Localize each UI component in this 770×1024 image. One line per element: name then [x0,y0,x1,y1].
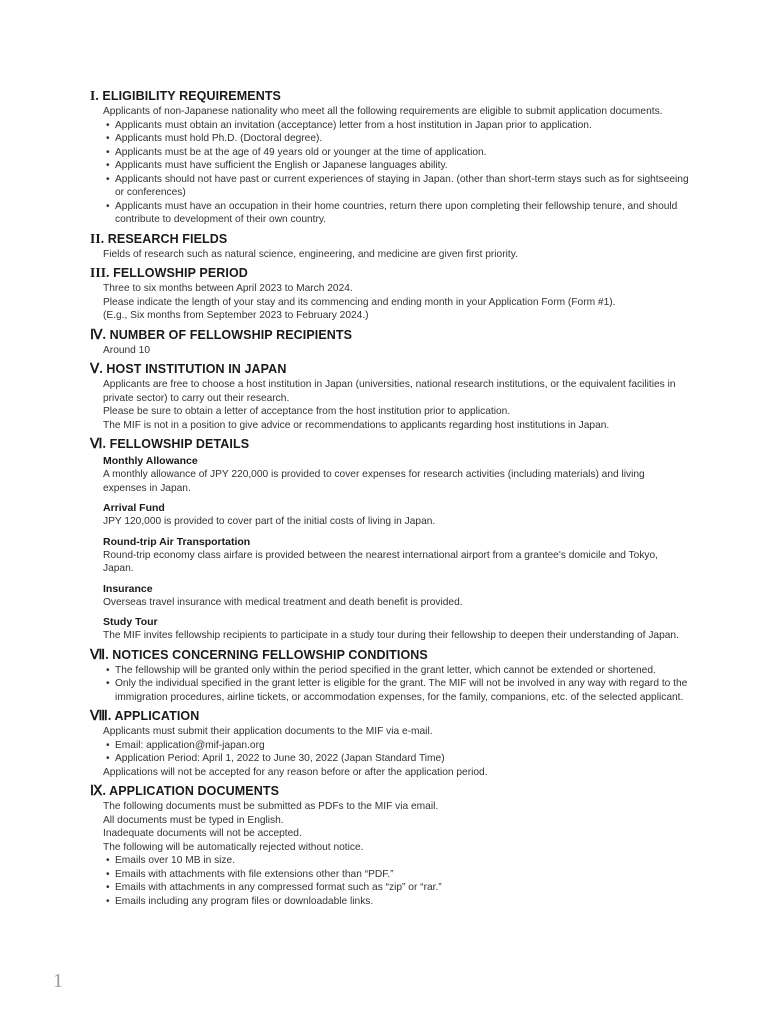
paragraph: The following will be automatically rejected without notice. [103,841,364,853]
list-item: • Application Period: April 1, 2022 to June 30, 2022 (Japan Standard Time) [103,752,690,766]
bullet-list [103,664,690,705]
paragraph: Overseas travel insurance with medical treatment and death benefit is provided. [103,596,463,608]
list-item: • Applicants must have sufficient the English or Japanese languages ability. [103,159,690,173]
document-page [90,88,690,912]
list-item: • Applicants must be at the age of 49 years old or younger at the time of application. [103,146,690,160]
paragraph: The MIF is not in a position to give advice or recommendations to applicants regarding host institutions in Japan. [103,419,610,431]
paragraph: Inadequate documents will not be accepted. [103,828,302,839]
bullet-list [103,119,690,227]
bullet-list [103,854,690,908]
list-item: • Emails with attachments with file extensions other than “PDF.” [103,868,690,882]
paragraph: All documents must be typed in English. [103,814,284,826]
section-heading: Ⅸ. APPLICATION DOCUMENTS [90,783,280,798]
section-notices [90,647,690,705]
paragraph: Applicants must submit their application documents to the MIF via e-mail. [103,726,433,737]
list-item: • Emails with attachments in any compressed format such as “zip” or “rar.” [103,881,690,895]
paragraph: Applicants are free to choose a host institution in Japan (universities, national research institutions, or the equivalent facilities in private sector) to carry out their research. [103,379,676,404]
bullet-list [103,739,690,766]
paragraph: Applications will not be accepted for any reason before or after the application period. [103,766,488,778]
list-item: • Applicants should not have past or current experiences of staying in Japan. (other than short-term stays such as for sightseeing or conferences) [103,173,690,200]
section-fellowship-period [90,265,690,323]
paragraph: A monthly allowance of JPY 220,000 is provided to cover expenses for research activities (including materials) and living expenses in Japan. [103,469,645,494]
section-heading: Ⅷ. APPLICATION [90,708,200,723]
subheading-arrival-fund: Arrival Fund [103,502,165,514]
paragraph: Around 10 [103,344,151,356]
section-heading: III. FELLOWSHIP PERIOD [90,265,248,280]
paragraph: Please be sure to obtain a letter of acceptance from the host institution prior to application. [103,406,511,417]
list-item: • Emails over 10 MB in size. [103,854,690,868]
section-heading: II. RESEARCH FIELDS [90,230,228,246]
section-research-fields [90,231,690,262]
paragraph: Applicants of non-Japanese nationality who meet all the following requirements are eligible to submit application documents. [103,106,663,117]
list-item: • The fellowship will be granted only within the period specified in the grant letter, which cannot be extended or shortened. [103,664,690,678]
subheading-air-transportation: Round-trip Air Transportation [103,535,251,548]
paragraph: Round-trip economy class airfare is provided between the nearest international airport from a grantee's domicile and Tokyo, Japan. [103,549,659,574]
section-number-of-recipients [90,327,690,358]
subheading-insurance: Insurance [103,582,153,595]
subheading-monthly-allowance: Monthly Allowance [103,455,198,467]
section-eligibility [90,88,690,227]
page-number: 1 [53,970,63,992]
list-item: • Email: application@mif-japan.org [103,739,690,753]
section-host-institution [90,361,690,432]
subheading-study-tour: Study Tour [103,616,158,628]
paragraph: The MIF invites fellowship recipients to participate in a study tour during their fellowship to deepen their understanding of Japan. [103,630,679,641]
section-heading: Ⅴ. HOST INSTITUTION IN JAPAN [90,361,287,376]
list-item: • Applicants must obtain an invitation (acceptance) letter from a host institution in Japan prior to application. [103,119,690,133]
section-fellowship-details [90,436,690,643]
list-item: • Only the individual specified in the grant letter is eligible for the grant. The MIF will not be involved in any way with regard to the immigration procedures, airline tickets, or accommodation expenses, for the family, companions, etc. of the selected applicant. [103,677,690,704]
section-heading: Ⅵ. FELLOWSHIP DETAILS [90,436,250,451]
list-item: • Emails including any program files or downloadable links. [103,895,690,909]
section-application-documents [90,783,690,908]
paragraph: Please indicate the length of your stay and its commencing and ending month in your Application Form (Form #1). [103,296,616,308]
paragraph: Three to six months between April 2023 to March 2024. [103,283,353,294]
list-item: • Applicants must have an occupation in their home countries, return there upon completing their fellowship tenure, and should contribute to development of their own country. [103,200,690,227]
paragraph: The following documents must be submitted as PDFs to the MIF via email. [103,801,439,812]
section-heading: I. ELIGIBILITY REQUIREMENTS [90,88,281,103]
paragraph: Fields of research such as natural science, engineering, and medicine are given first priority. [103,248,518,260]
section-application [90,708,690,779]
paragraph: JPY 120,000 is provided to cover part of the initial costs of living in Japan. [103,516,436,527]
section-heading: Ⅳ. NUMBER OF FELLOWSHIP RECIPIENTS [90,326,353,342]
paragraph: (E.g., Six months from September 2023 to February 2024.) [103,310,369,321]
section-heading: Ⅶ. NOTICES CONCERNING FELLOWSHIP CONDITIONS [90,646,428,662]
list-item: • Applicants must hold Ph.D. (Doctoral degree). [103,132,690,146]
